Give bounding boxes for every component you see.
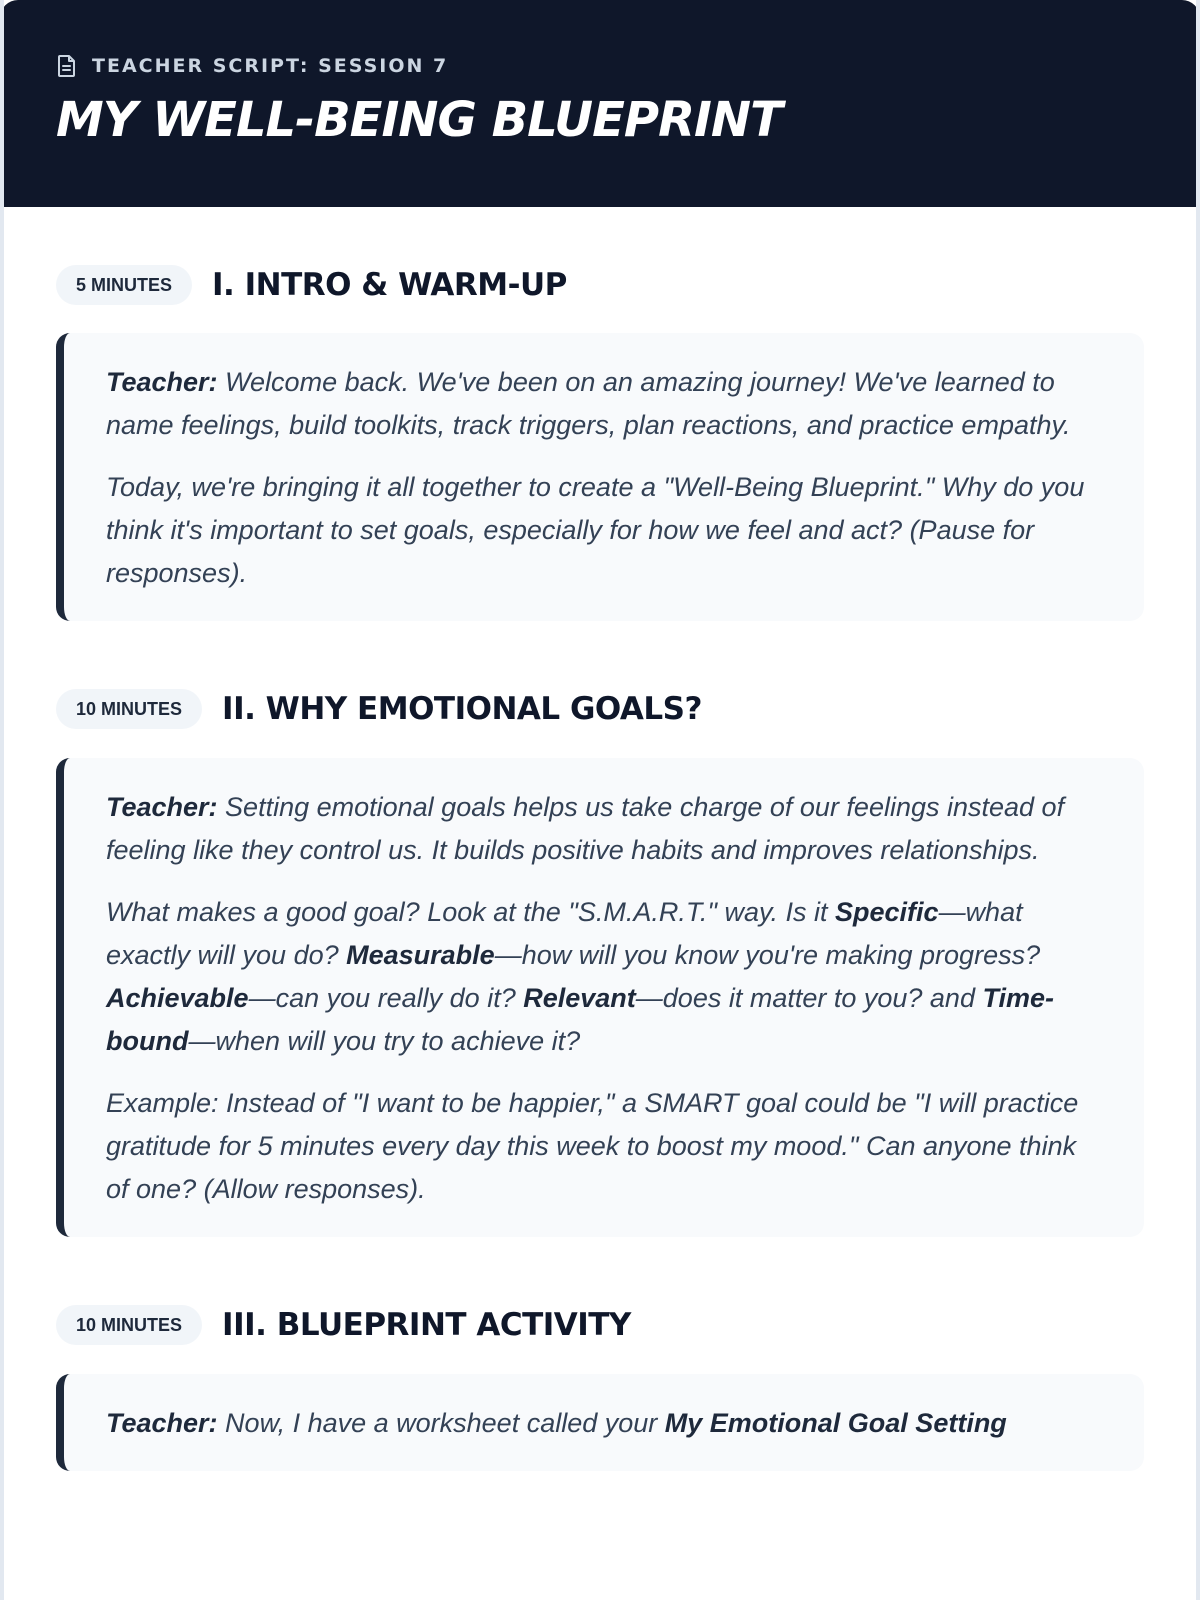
smart-paragraph	[106, 891, 1102, 1063]
paragraph-text: Example: Instead of "I want to be happier," a SMART goal could be "I will practice gratitude for 5 minutes every day this week to boost my mood." Can anyone think of one? (Allow responses).	[106, 1088, 1079, 1204]
duration-badge: 10 MINUTES	[56, 689, 202, 729]
paragraph-text: —how will you know you're making progress?	[494, 940, 1041, 970]
script-paragraph	[106, 1082, 1102, 1211]
script-content	[0, 265, 1200, 1471]
section-header-intro	[56, 265, 1144, 305]
script-box-emotional-goals	[56, 758, 1144, 1237]
session-label: TEACHER SCRIPT: SESSION 7	[92, 55, 449, 77]
paragraph-text: Now, I have a worksheet called your	[217, 1408, 665, 1438]
script-box-intro	[56, 333, 1144, 621]
paragraph-text: —can you really do it?	[248, 983, 524, 1013]
script-box-blueprint-activity	[56, 1374, 1144, 1471]
paragraph-text: Today, we're bringing it all together to create a "Well-Being Blueprint." Why do you think it's important to set goals, especially for how we feel and act? (Pause for responses).	[106, 472, 1085, 588]
paragraph-text: Setting emotional goals helps us take charge of our feelings instead of feeling like they control us. It builds positive habits and improves relationships.	[106, 792, 1065, 865]
speaker-label: Teacher:	[106, 1408, 218, 1438]
smart-specific: Specific	[835, 897, 939, 927]
paragraph-text: —when will you try to achieve it?	[188, 1026, 581, 1056]
page-header	[0, 0, 1200, 207]
eyebrow	[56, 52, 1144, 80]
worksheet-name: My Emotional Goal Setting	[664, 1408, 1007, 1438]
script-paragraph	[106, 786, 1102, 872]
duration-badge: 5 MINUTES	[56, 265, 192, 305]
duration-badge: 10 MINUTES	[56, 1305, 202, 1345]
section-title: III. BLUEPRINT ACTIVITY	[222, 1307, 631, 1343]
smart-measurable: Measurable	[346, 940, 495, 970]
paragraph-text: —what exactly will you do?	[106, 897, 1023, 970]
speaker-label: Teacher:	[106, 792, 218, 822]
page-title: MY WELL-BEING BLUEPRINT	[56, 92, 782, 148]
script-paragraph	[106, 1402, 1102, 1445]
section-title: I. INTRO & WARM-UP	[212, 267, 567, 303]
section-header-blueprint-activity	[56, 1305, 1144, 1345]
section-title: II. WHY EMOTIONAL GOALS?	[222, 691, 702, 727]
script-paragraph	[106, 466, 1102, 595]
section-header-emotional-goals	[56, 689, 1144, 729]
smart-timebound: Time-bound	[106, 983, 1055, 1056]
smart-achievable: Achievable	[106, 983, 249, 1013]
paragraph-text: —does it matter to you? and	[635, 983, 983, 1013]
document-icon	[56, 54, 78, 78]
speaker-label: Teacher:	[106, 367, 218, 397]
paragraph-text: Welcome back. We've been on an amazing journey! We've learned to name feelings, build toolkits, track triggers, plan reactions, and practice empathy.	[106, 367, 1071, 440]
smart-relevant: Relevant	[523, 983, 636, 1013]
script-paragraph	[106, 361, 1102, 447]
paragraph-text: What makes a good goal? Look at the "S.M.A.R.T." way. Is it	[106, 897, 836, 927]
